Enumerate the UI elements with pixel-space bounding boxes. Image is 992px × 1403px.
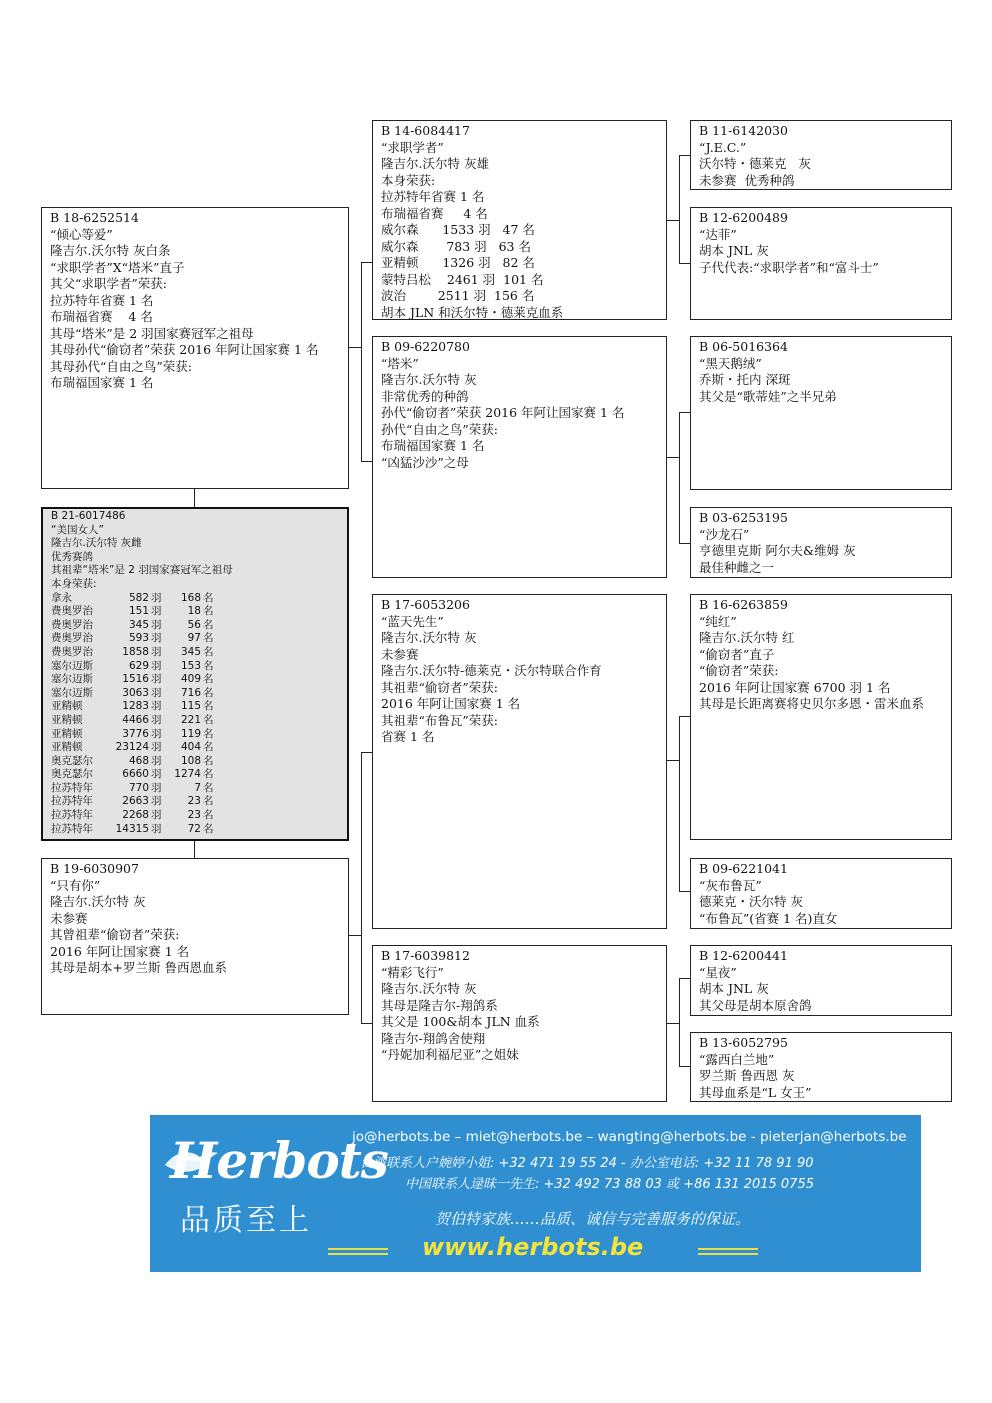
subject-note: 优秀赛鸽 <box>51 550 93 563</box>
ssd-line: 子代代表:“求职学者”和“富斗士” <box>699 259 879 275</box>
dsd-box <box>690 858 952 929</box>
connector-ds-dsd <box>679 891 690 892</box>
result-place: 716 <box>180 686 201 699</box>
connector-sire-subject <box>194 489 195 507</box>
website-link[interactable]: www.herbots.be <box>422 1233 644 1261</box>
sire-breeder: 隆吉尔.沃尔特 灰白条 <box>50 243 171 258</box>
sire-ring: B 18-6252514 <box>50 210 139 225</box>
dam-line: 2016 年阿让国家赛 1 名 <box>50 943 190 959</box>
ss-ring: B 14-6084417 <box>381 123 470 138</box>
result-suffix: 名 <box>203 618 214 631</box>
sire-name: “倾心等爱” <box>50 226 113 242</box>
result-birds: 151 <box>128 605 149 618</box>
result-row <box>51 673 214 687</box>
result-suffix: 名 <box>203 822 214 835</box>
result-suffix: 名 <box>203 741 214 754</box>
result-birds: 1858 <box>122 645 149 658</box>
result-unit: 羽 <box>151 727 162 740</box>
sdd-box <box>690 507 952 578</box>
result-place: 97 <box>187 632 201 645</box>
decor-line-left <box>328 1248 388 1250</box>
ds-box <box>372 594 667 929</box>
sss-ring: B 11-6142030 <box>699 123 788 138</box>
ss-line: 布瑞福省赛 4 名 <box>381 205 488 221</box>
result-row <box>51 700 214 714</box>
dam-box <box>41 858 349 1015</box>
result-unit: 羽 <box>151 645 162 658</box>
dss-line: “偷窃者”直子 <box>699 646 775 662</box>
result-birds: 345 <box>128 618 149 631</box>
ds-name: “蓝天先生” <box>381 613 444 629</box>
sire-line: 其父“求职学者”荣获: <box>50 276 167 291</box>
result-row <box>51 795 214 809</box>
dss-line: 其母是长距离赛将史贝尔多恩・雷米血系 <box>699 696 925 711</box>
sd-line: “凶猛沙沙”之母 <box>381 454 469 470</box>
ds-line: 2016 年阿让国家赛 1 名 <box>381 696 521 711</box>
brand-logo: Herbots <box>170 1131 388 1190</box>
connector-dam-bracket-v <box>361 752 362 1024</box>
connector-sire-bracket-h <box>349 347 361 348</box>
brand-slogan: 品质至上 <box>180 1203 312 1238</box>
result-location: 费奥罗治 <box>51 605 93 618</box>
sire-line: 其母孙代“自由之鸟”荣获: <box>50 358 192 374</box>
sdd-breeder: 亨德里克斯 阿尔夫&维姆 灰 <box>699 543 856 558</box>
dds-box <box>690 945 952 1016</box>
result-birds: 582 <box>128 591 149 604</box>
ss-line: 蒙特吕松 2461 羽 101 名 <box>381 271 544 287</box>
dds-name: “星夜” <box>699 964 737 980</box>
result-row <box>51 741 214 755</box>
sdd-name: “沙龙石” <box>699 526 750 542</box>
result-row <box>51 728 214 742</box>
connector-sire-bracket-v <box>361 262 362 462</box>
connector-dd-dds <box>679 978 690 979</box>
result-place: 108 <box>180 754 201 767</box>
ssd-box <box>690 207 952 320</box>
result-place: 18 <box>187 605 201 618</box>
result-birds: 2268 <box>122 809 149 822</box>
ds-line: 其祖辈“偷窃者”荣获: <box>381 679 498 695</box>
dam-line: 未参赛 <box>50 910 88 926</box>
result-place: 23 <box>187 795 201 808</box>
sd-line: 孙代“偷窃者”荣获 2016 年阿让国家赛 1 名 <box>381 405 625 420</box>
result-location: 亚精顿 <box>51 741 83 754</box>
sd-line: 孙代“自由之鸟”荣获: <box>381 421 498 437</box>
ddd-breeder: 罗兰斯 鲁西恩 灰 <box>699 1068 795 1083</box>
result-unit: 羽 <box>151 822 162 835</box>
sire-line: 其母孙代“偷窃者”荣获 2016 年阿让国家赛 1 名 <box>50 342 319 357</box>
dd-box <box>372 945 667 1102</box>
sss-line: 未参赛 优秀种鸽 <box>699 172 795 188</box>
result-unit: 羽 <box>151 754 162 767</box>
sds-box <box>690 336 952 490</box>
subject-results-label: 本身荣获: <box>51 577 97 590</box>
result-location: 奥克瑟尔 <box>51 768 93 781</box>
connector-dd-ddd <box>679 1066 690 1067</box>
ssd-ring: B 12-6200489 <box>699 210 788 225</box>
result-unit: 羽 <box>151 713 162 726</box>
result-birds: 3063 <box>122 686 149 699</box>
result-row <box>51 646 214 660</box>
result-location: 拿永 <box>51 591 72 604</box>
brand-tagline: 贺伯特家族……品质、诚信与完善服务的保证。 <box>435 1210 751 1228</box>
decor-line-right <box>698 1248 758 1250</box>
result-row <box>51 605 214 619</box>
dam-breeder: 隆吉尔.沃尔特 灰 <box>50 894 146 909</box>
result-row <box>51 755 214 769</box>
result-birds: 468 <box>128 754 149 767</box>
dam-ring: B 19-6030907 <box>50 861 139 876</box>
result-row <box>51 619 214 633</box>
result-location: 拉苏特年 <box>51 795 93 808</box>
result-unit: 羽 <box>151 741 162 754</box>
dd-line: 其父是 100&胡本 JLN 血系 <box>381 1014 540 1029</box>
ss-name: “求职学者” <box>381 139 444 155</box>
result-place: 1274 <box>174 768 201 781</box>
result-place: 72 <box>187 822 201 835</box>
dds-line: 其父母是胡本原舍鸽 <box>699 997 812 1013</box>
sire-line: 布瑞福国家赛 1 名 <box>50 375 154 390</box>
subject-results-table <box>51 592 214 837</box>
ss-line: 波治 2511 羽 156 名 <box>381 288 535 303</box>
ds-line: 未参赛 <box>381 646 419 662</box>
dss-ring: B 16-6263859 <box>699 597 788 612</box>
connector-sire-ss <box>361 262 372 263</box>
result-suffix: 名 <box>203 686 214 699</box>
result-birds: 23124 <box>115 741 149 754</box>
ddd-box <box>690 1032 952 1102</box>
ss-line: 威尔森 783 羽 63 名 <box>381 238 531 254</box>
dsd-name: “灰布鲁瓦” <box>699 877 762 893</box>
result-row <box>51 823 214 837</box>
dd-name: “精彩飞行” <box>381 964 444 980</box>
result-unit: 羽 <box>151 686 162 699</box>
result-unit: 羽 <box>151 781 162 794</box>
connector-ss-sss <box>679 155 690 156</box>
sire-box <box>41 207 349 489</box>
sire-line: 布瑞福省赛 4 名 <box>50 309 153 324</box>
subject-name: “美国女人” <box>51 523 104 536</box>
dd-ring: B 17-6039812 <box>381 948 470 963</box>
decor-line-right <box>698 1253 758 1255</box>
result-birds: 3776 <box>122 727 149 740</box>
result-unit: 羽 <box>151 768 162 781</box>
subject-breeder: 隆吉尔.沃尔特 灰雌 <box>51 537 142 550</box>
result-location: 塞尔迈斯 <box>51 659 93 672</box>
connector-dd-h <box>667 1023 679 1024</box>
result-birds: 1516 <box>122 673 149 686</box>
dsd-line: “布鲁瓦”(省赛 1 名)直女 <box>699 910 838 926</box>
result-unit: 羽 <box>151 809 162 822</box>
connector-dam-ds <box>361 752 372 753</box>
subject-note: 其祖辈“塔米”是 2 羽国家赛冠军之祖母 <box>51 564 233 577</box>
subject-box <box>41 507 349 841</box>
dd-line: “丹妮加利福尼亚”之姐妹 <box>381 1047 519 1062</box>
sds-breeder: 乔斯・托内 深斑 <box>699 372 791 387</box>
result-row <box>51 782 214 796</box>
result-suffix: 名 <box>203 591 214 604</box>
ss-breeder: 隆吉尔.沃尔特 灰雄 <box>381 156 489 171</box>
result-place: 168 <box>180 591 201 604</box>
dss-box <box>690 594 952 840</box>
dss-line: “偷窃者”荣获: <box>699 663 779 678</box>
sds-ring: B 06-5016364 <box>699 339 788 354</box>
result-unit: 羽 <box>151 795 162 808</box>
result-location: 拉苏特年 <box>51 781 93 794</box>
sdd-line: 最佳种雌之一 <box>699 559 775 575</box>
sd-line: 布瑞福国家赛 1 名 <box>381 438 485 453</box>
result-row <box>51 660 214 674</box>
sire-line: 拉苏特年省赛 1 名 <box>50 292 154 308</box>
ddd-ring: B 13-6052795 <box>699 1035 788 1050</box>
result-birds: 6660 <box>122 768 149 781</box>
result-place: 404 <box>180 741 201 754</box>
contact-emails[interactable]: jo@herbots.be – miet@herbots.be – wangting@herbots.be - pieterjan@herbots.be <box>352 1129 907 1145</box>
sd-breeder: 隆吉尔.沃尔特 灰 <box>381 372 477 387</box>
result-suffix: 名 <box>203 809 214 822</box>
result-birds: 14315 <box>115 822 149 835</box>
ds-line: 省赛 1 名 <box>381 729 435 744</box>
result-place: 23 <box>187 809 201 822</box>
result-location: 亚精顿 <box>51 700 83 713</box>
ds-breeder: 隆吉尔.沃尔特 灰 <box>381 630 477 645</box>
result-birds: 629 <box>128 659 149 672</box>
ddd-name: “露西白兰地” <box>699 1051 775 1067</box>
result-unit: 羽 <box>151 700 162 713</box>
result-location: 塞尔迈斯 <box>51 686 93 699</box>
sds-line: 其父是“歌蒂娃”之半兄弟 <box>699 388 837 404</box>
dds-ring: B 12-6200441 <box>699 948 788 963</box>
connector-ss-ssd <box>679 263 690 264</box>
result-unit: 羽 <box>151 591 162 604</box>
decor-line-left <box>328 1253 388 1255</box>
result-place: 115 <box>180 700 201 713</box>
china-contact: 中国联系人逯昧一先生: +32 492 73 88 03 或 +86 131 2015 0755 <box>405 1177 814 1192</box>
result-location: 费奥罗治 <box>51 632 93 645</box>
sds-name: “黑天鹅绒” <box>699 355 762 371</box>
result-unit: 羽 <box>151 632 162 645</box>
result-location: 奥克瑟尔 <box>51 754 93 767</box>
result-birds: 770 <box>128 781 149 794</box>
sd-name: “塔米” <box>381 355 419 371</box>
connector-sd-h <box>667 457 679 458</box>
result-suffix: 名 <box>203 632 214 645</box>
result-birds: 2663 <box>122 795 149 808</box>
result-suffix: 名 <box>203 605 214 618</box>
dss-breeder: 隆吉尔.沃尔特 红 <box>699 630 795 645</box>
sss-name: “J.E.C.” <box>699 139 747 155</box>
taiwan-contact: 台湾联系人户婉婷小姐: +32 471 19 55 24 - 办公室电话: +32 11 78 91 90 <box>360 1156 814 1171</box>
dss-line: 2016 年阿让国家赛 6700 羽 1 名 <box>699 679 891 695</box>
result-place: 56 <box>187 618 201 631</box>
sd-box <box>372 336 667 578</box>
result-birds: 1283 <box>122 700 149 713</box>
ss-line: 本身荣获: <box>381 172 436 188</box>
result-row <box>51 632 214 646</box>
dam-name: “只有你” <box>50 877 101 893</box>
result-place: 221 <box>180 713 201 726</box>
connector-sd-sdd <box>679 543 690 544</box>
result-location: 拉苏特年 <box>51 809 93 822</box>
dsd-ring: B 09-6221041 <box>699 861 788 876</box>
result-suffix: 名 <box>203 673 214 686</box>
ss-line: 拉苏特年省赛 1 名 <box>381 189 485 204</box>
ds-ring: B 17-6053206 <box>381 597 470 612</box>
result-location: 亚精顿 <box>51 713 83 726</box>
result-suffix: 名 <box>203 700 214 713</box>
sire-line: “求职学者”X“塔米”直子 <box>50 259 185 275</box>
result-location: 费奥罗治 <box>51 645 93 658</box>
connector-sd-bracket-v <box>679 412 680 544</box>
result-row <box>51 768 214 782</box>
result-row <box>51 592 214 606</box>
result-place: 119 <box>180 727 201 740</box>
sd-line: 非常优秀的种鸽 <box>381 388 469 404</box>
sd-ring: B 09-6220780 <box>381 339 470 354</box>
sire-line: 其母“塔米”是 2 羽国家赛冠军之祖母 <box>50 325 254 341</box>
dsd-breeder: 德莱克・沃尔特 灰 <box>699 894 803 909</box>
ss-line: 胡本 JLN 和沃尔特・德莱克血系 <box>381 304 564 320</box>
dd-line: 隆吉尔-翔鸽舍使翔 <box>381 1030 486 1046</box>
result-location: 费奥罗治 <box>51 618 93 631</box>
dds-breeder: 胡本 JNL 灰 <box>699 981 769 996</box>
ddd-line: 其母血系是“L 女王” <box>699 1084 812 1100</box>
result-location: 亚精顿 <box>51 727 83 740</box>
result-location: 塞尔迈斯 <box>51 673 93 686</box>
result-suffix: 名 <box>203 713 214 726</box>
result-place: 7 <box>194 781 201 794</box>
ds-line: 隆吉尔.沃尔特-德莱克・沃尔特联合作育 <box>381 663 602 678</box>
result-row <box>51 714 214 728</box>
ds-line: 其祖辈“布鲁瓦”荣获: <box>381 712 498 728</box>
result-birds: 593 <box>128 632 149 645</box>
subject-ring: B 21-6017486 <box>51 510 126 522</box>
connector-ss-h <box>667 220 679 221</box>
connector-sd-sds <box>679 412 690 413</box>
ss-line: 亚精顿 1326 羽 82 名 <box>381 255 535 270</box>
result-suffix: 名 <box>203 659 214 672</box>
result-suffix: 名 <box>203 781 214 794</box>
herbots-banner <box>150 1115 921 1272</box>
connector-ds-dss <box>679 716 690 717</box>
connector-dam-bracket-h <box>349 935 361 936</box>
connector-dam-dd <box>361 1023 372 1024</box>
result-unit: 羽 <box>151 673 162 686</box>
dam-line: 其母是胡本+罗兰斯 鲁西恩血系 <box>50 960 227 975</box>
connector-ds-bracket-v <box>679 716 680 892</box>
result-birds: 4466 <box>122 713 149 726</box>
result-suffix: 名 <box>203 768 214 781</box>
dam-line: 其曾祖辈“偷窃者”荣获: <box>50 927 180 942</box>
dd-breeder: 隆吉尔.沃尔特 灰 <box>381 981 477 996</box>
result-unit: 羽 <box>151 659 162 672</box>
ss-line: 威尔森 1533 羽 47 名 <box>381 222 535 237</box>
sdd-ring: B 03-6253195 <box>699 510 788 525</box>
result-suffix: 名 <box>203 645 214 658</box>
result-unit: 羽 <box>151 618 162 631</box>
result-place: 345 <box>180 645 201 658</box>
ss-box <box>372 120 667 320</box>
connector-dd-bracket-v <box>679 978 680 1067</box>
connector-subject-dam <box>194 841 195 858</box>
result-suffix: 名 <box>203 727 214 740</box>
connector-sire-sd <box>361 461 372 462</box>
result-unit: 羽 <box>151 605 162 618</box>
result-location: 拉苏特年 <box>51 822 93 835</box>
ssd-breeder: 胡本 JNL 灰 <box>699 243 769 258</box>
dd-line: 其母是隆吉尔-翔鸽系 <box>381 997 498 1013</box>
result-suffix: 名 <box>203 795 214 808</box>
result-place: 153 <box>180 659 201 672</box>
result-suffix: 名 <box>203 754 214 767</box>
result-row <box>51 687 214 701</box>
connector-ds-h <box>667 760 679 761</box>
dss-name: “纯红” <box>699 613 737 629</box>
sss-box <box>690 120 952 190</box>
result-row <box>51 809 214 823</box>
connector-ss-bracket-v <box>679 155 680 264</box>
result-place: 409 <box>180 673 201 686</box>
ssd-name: “达菲” <box>699 226 737 242</box>
sss-breeder: 沃尔特・德莱克 灰 <box>699 156 811 171</box>
